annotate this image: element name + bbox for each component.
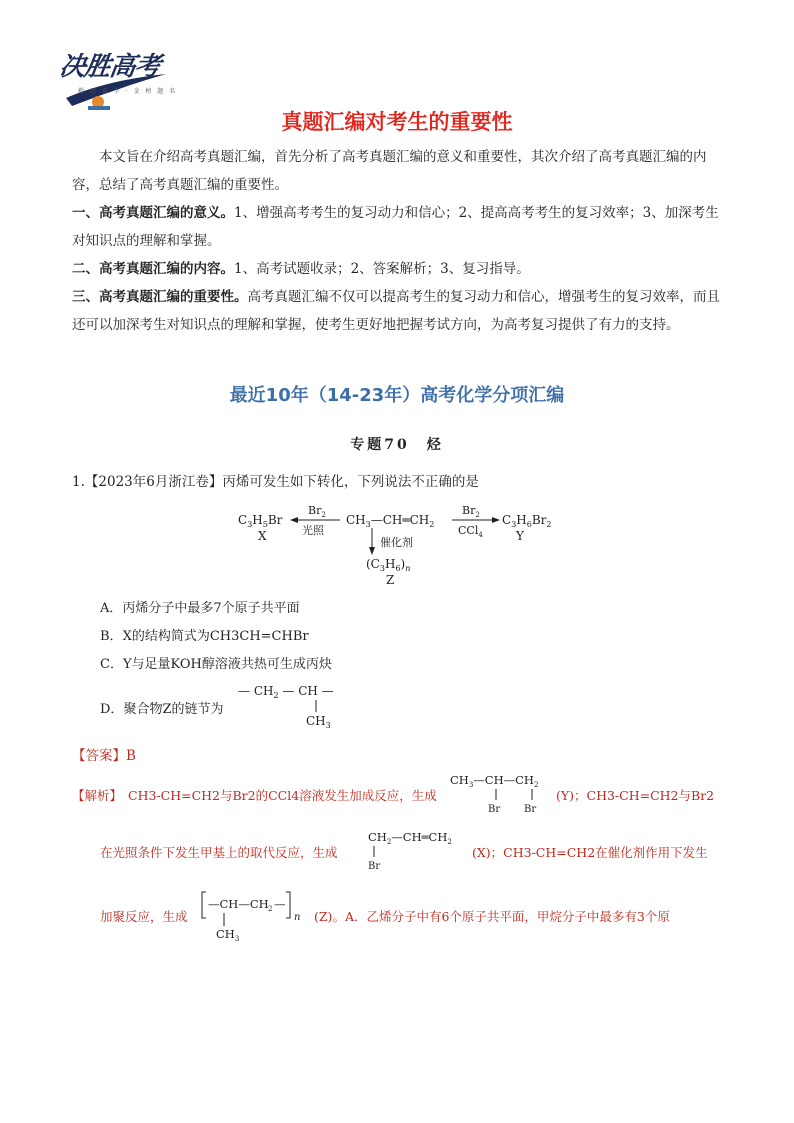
question-stem [72,470,479,490]
section-3 [72,283,724,339]
option-b-text: X的结构简式为CH3CH=CHBr [122,629,309,644]
analysis-label: 【解析】 [72,788,123,803]
logo-subtitle: 勤 思 奋 学 · 金 榜 题 名 [78,88,178,95]
option-a [100,597,300,616]
answer-label: 【答案】 [72,748,126,764]
question-source: 【2023年6月浙江卷】 [84,474,223,490]
topic-title: 专题70 烃 [350,437,444,453]
section-2 [72,255,724,283]
reagent-left-bottom: 光照 [302,524,324,537]
option-b [100,625,309,644]
analysis-line3-b: (Z)。A．乙烯分子中有6个原子共平面，甲烷分子中最多有3个原 [314,909,670,924]
section-2-heading: 二、高考真题汇编的内容。 [72,261,234,277]
section-3-text: 高考真题汇编不仅可以提高考生的复习动力和信心，增强考生的复习效率，而且还可以加深考生对知识点的理解和掌握，使考生更好地把握考试方向，为高考复习提供了有力的支持。 [72,289,720,333]
answer [72,744,136,764]
section-1-text: 1、增强高考考生的复习动力和信心；2、提高高考考生的复习效率；3、加深考生对知识点的理解和掌握。 [72,205,719,249]
svg-text:—CH—CH: —CH—CH [208,897,269,911]
svg-text:CH3—CH—CH2: $CH_3—CH—CH_2$ [450,773,539,789]
reaction-scheme [230,500,560,592]
question-text: 丙烯可发生如下转化，下列说法不正确的是 [222,474,479,490]
svg-text:—: — [274,897,286,911]
structure-y [450,770,554,818]
option-d-letter: D． [100,702,124,717]
product-y-label: Y [516,529,524,543]
svg-text:Br: Br [524,804,537,815]
question-number: 1. [72,474,85,490]
svg-text:CH3: $CH_3$ [306,714,331,730]
analysis-line2-b: (X)；CH3-CH=CH2在催化剂作用下发生 [472,845,708,860]
reagent-right-bottom: CCl$_4$ [458,524,483,539]
analysis-line2-a: 在光照条件下发生甲基上的取代反应，生成 [100,845,338,860]
intro-paragraph: 本文旨在介绍高考真题汇编，首先分析了高考真题汇编的意义和重要性，其次介绍了高考真题汇编的内容，总结了高考真题汇编的重要性。 [72,149,707,193]
structure-z [198,888,308,944]
section-1-heading: 一、高考真题汇编的意义。 [72,205,234,221]
product-y-formula: $C_3H_6Br_2$ [502,513,552,529]
analysis-line1-b: (Y)；CH3-CH=CH2与Br2 [556,788,715,803]
product-x-formula: $C_3H_5Br$ [238,513,283,529]
propene-formula: $CH_3—CH═CH_2$ [346,513,435,529]
reagent-down: 催化剂 [380,536,413,549]
svg-text:— CH2 — CH —: — $CH_2$ — CH — [238,684,334,700]
section-3-heading: 三、高考真题汇编的重要性。 [72,289,248,305]
arrow-right-head [492,517,500,523]
analysis-line3-a: 加聚反应，生成 [100,909,188,924]
option-d [100,698,223,717]
option-a-text: 丙烯分子中最多7个原子共平面 [122,601,300,616]
product-z-formula: $(C_3H_6)_n$ [366,557,411,573]
product-x-label: X [258,529,267,543]
option-a-letter: A． [100,601,123,616]
option-c [100,653,332,672]
svg-text:CH2—CH═CH2: $CH_2—CH═CH_2$ [368,830,452,846]
option-d-structure [238,680,348,730]
collection-title: 最近10年（14-23年）高考化学分项汇编 [229,385,565,406]
section-2-text: 1、高考试题收录；2、答案解析；3、复习指导。 [234,261,530,277]
section-1 [72,199,724,255]
arrow-down-head [369,547,375,555]
arrow-left-head [290,517,298,523]
answer-value: B [126,748,136,764]
svg-text:Br: Br [488,804,501,815]
structure-x [368,827,472,875]
product-z-label: Z [386,573,395,587]
option-b-letter: B． [100,629,123,644]
page-title: 真题汇编对考生的重要性 [281,110,513,134]
reagent-left-top: $Br_2$ [308,504,326,519]
svg-text:2: 2 [268,905,273,913]
svg-text:Br: Br [368,861,381,872]
option-c-letter: C． [100,657,123,672]
logo-text: 决胜高考 [57,52,162,82]
svg-text:CH3: $CH_3$ [216,927,240,943]
reagent-right-top: $Br_2$ [462,504,480,519]
svg-text:n: n [294,912,301,923]
option-d-text: 聚合物Z的链节为 [123,702,224,717]
option-c-text: Y与足量KOH醇溶液共热可生成丙炔 [122,657,332,672]
analysis-line1-a: CH3-CH=CH2与Br2的CCl4溶液发生加成反应，生成 [128,788,437,803]
